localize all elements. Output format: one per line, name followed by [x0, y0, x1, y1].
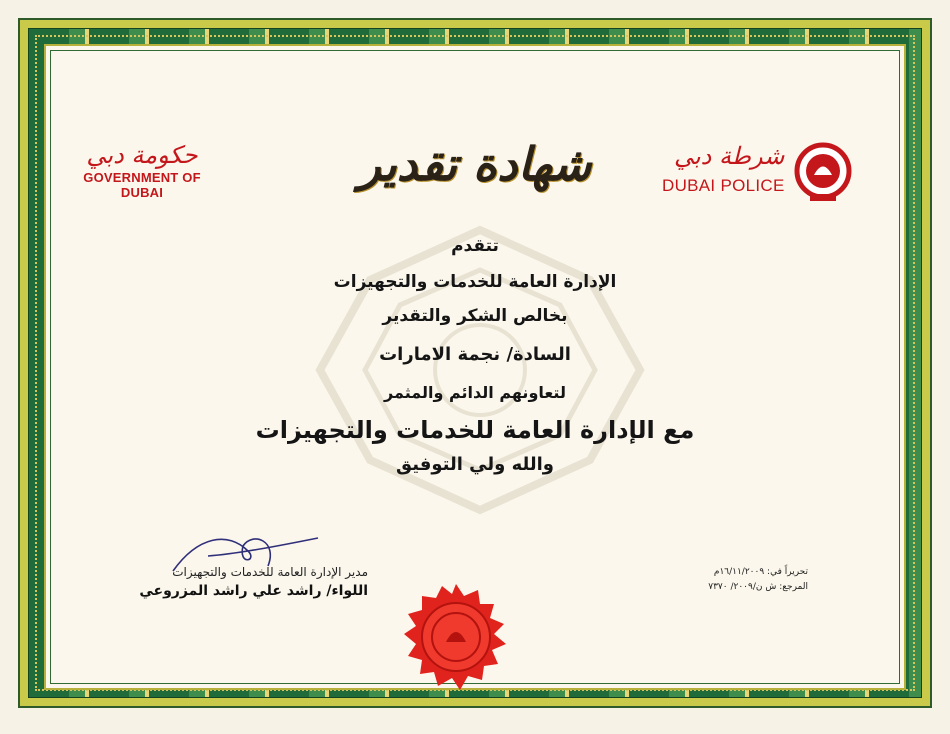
- body-line-5: لتعاونهم الدائم والمثمر: [384, 383, 566, 402]
- signatory-title: مدير الإدارة العامة للخدمات والتجهيزات: [172, 565, 368, 579]
- body-line-6: مع الإدارة العامة للخدمات والتجهيزات: [255, 416, 695, 444]
- government-arabic-name: حكومة دبي: [86, 141, 198, 169]
- government-of-dubai-logo: [72, 140, 212, 210]
- signatory-name: اللواء/ راشد علي راشد المزروعي: [139, 583, 368, 599]
- police-emblem-icon: [794, 142, 852, 204]
- issue-date: تحريراً في: ١٦/١١/٢٠٠٩م: [713, 567, 808, 577]
- government-english-name: GOVERNMENT OF DUBAI: [83, 170, 201, 200]
- watermark-emblem: [300, 220, 660, 520]
- closing-line: والله ولي التوفيق: [396, 454, 554, 475]
- signatory-block: [108, 565, 368, 599]
- certificate-title: شهادة تقدير: [358, 137, 592, 191]
- dubai-police-logo: [656, 140, 856, 210]
- reference-number: المرجع: ش ن/٢٠٠٩/ ٧٣٧٠: [708, 582, 808, 592]
- recipient-line: السادة/ نجمة الامارات: [379, 344, 571, 365]
- police-arabic-name: شرطة دبي: [674, 142, 785, 170]
- body-line-3: بخالص الشكر والتقدير: [382, 306, 568, 326]
- police-english-name: DUBAI POLICE: [662, 176, 785, 195]
- body-line-1: تتقدم: [451, 236, 499, 256]
- red-wax-seal: [398, 582, 514, 692]
- reference-block: [688, 565, 808, 595]
- body-line-2: الإدارة العامة للخدمات والتجهيزات: [333, 272, 617, 292]
